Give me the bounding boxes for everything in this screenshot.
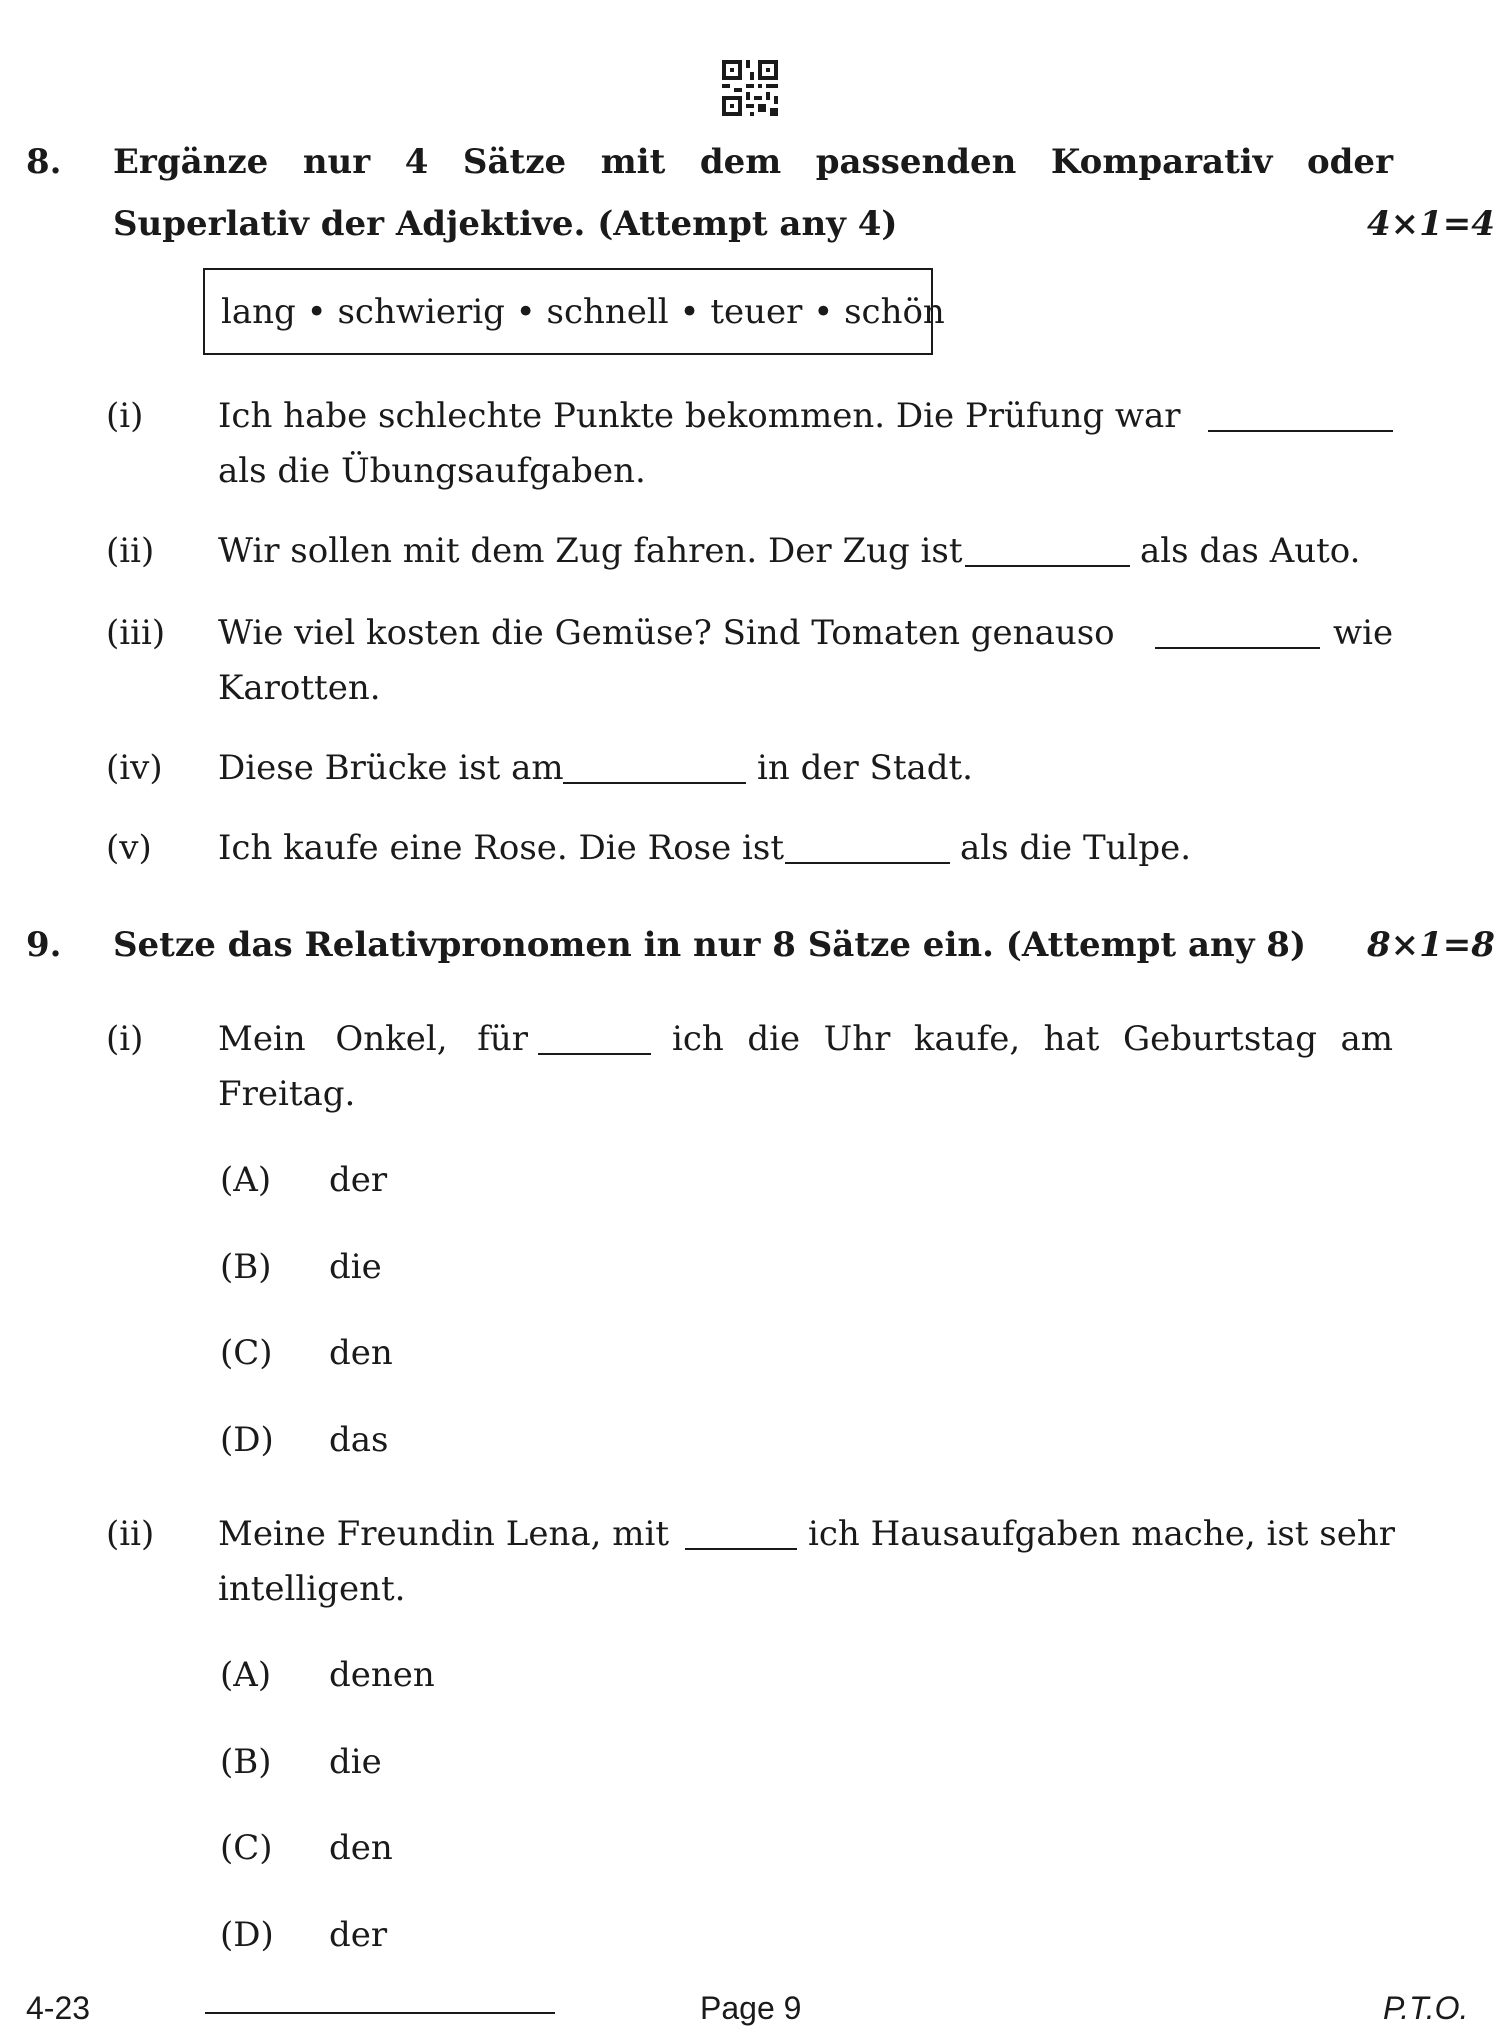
paper-code: 4-23	[26, 1990, 91, 2026]
q9-item-1-line2: Freitag.	[218, 1074, 356, 1114]
q8-item-3-line1: Wie viel kosten die Gemüse? Sind Tomaten genauso	[218, 613, 1115, 653]
q8-item-2-line1-end: als das Auto.	[1140, 531, 1361, 571]
q9-item-1-line1-end: ich die Uhr kaufe, hat Geburtstag am	[672, 1019, 1393, 1059]
answer-blank	[1155, 647, 1320, 649]
q8-item-5-number: (v)	[106, 828, 152, 868]
footer-divider	[205, 2012, 555, 2014]
q9-2-option-b-text: die	[329, 1742, 382, 1782]
q8-item-2-number: (ii)	[106, 531, 155, 571]
q9-2-option-a-text: denen	[329, 1655, 435, 1695]
q9-1-option-a-letter: (A)	[220, 1160, 272, 1200]
q9-2-option-a-letter: (A)	[220, 1655, 272, 1695]
q9-1-option-a-text: der	[329, 1160, 388, 1200]
question-8-text-line2: Superlativ der Adjektive. (Attempt any 4)	[113, 204, 898, 244]
answer-blank	[538, 1053, 651, 1055]
q9-item-2-line1-start: Meine Freundin Lena, mit	[218, 1514, 669, 1554]
q9-item-2-number: (ii)	[106, 1514, 155, 1554]
q8-item-2-line1: Wir sollen mit dem Zug fahren. Der Zug ist	[218, 531, 963, 571]
q9-2-option-d-letter: (D)	[220, 1915, 274, 1955]
q9-2-option-c-letter: (C)	[220, 1828, 273, 1868]
q9-1-option-d-text: das	[329, 1420, 389, 1460]
q9-item-2-line1-end: ich Hausaufgaben mache, ist sehr	[808, 1514, 1395, 1554]
q8-item-5-line1-end: als die Tulpe.	[960, 828, 1192, 868]
q8-item-5-line1: Ich kaufe eine Rose. Die Rose ist	[218, 828, 785, 868]
q8-item-3-number: (iii)	[106, 613, 166, 653]
q9-1-option-b-text: die	[329, 1247, 382, 1287]
question-8-marks: 4×1=4	[1367, 204, 1495, 244]
q9-item-2-line2: intelligent.	[218, 1569, 406, 1609]
q9-1-option-b-letter: (B)	[220, 1247, 272, 1287]
q8-item-3-line1-end: wie	[1333, 613, 1394, 653]
q9-1-option-c-text: den	[329, 1333, 393, 1373]
q9-item-1-line1-start: Mein Onkel, für	[218, 1019, 528, 1059]
please-turn-over: P.T.O.	[1383, 1990, 1469, 2026]
word-box: lang • schwierig • schnell • teuer • schön	[203, 268, 933, 355]
q8-item-1-number: (i)	[106, 396, 144, 436]
qr-code-icon	[722, 60, 778, 116]
q9-1-option-d-letter: (D)	[220, 1420, 274, 1460]
q8-item-3-line2: Karotten.	[218, 668, 381, 708]
q8-item-1-line2: als die Übungsaufgaben.	[218, 451, 646, 491]
question-8-number: 8.	[26, 142, 62, 182]
question-8-text-line1: Ergänze nur 4 Sätze mit dem passenden Komparativ oder	[113, 142, 1393, 182]
page-number: Page 9	[700, 1990, 802, 2026]
q9-2-option-d-text: der	[329, 1915, 388, 1955]
q8-item-4-number: (iv)	[106, 748, 163, 788]
q8-item-4-line1-end: in der Stadt.	[757, 748, 973, 788]
question-9-marks: 8×1=8	[1367, 925, 1495, 965]
q9-2-option-c-text: den	[329, 1828, 393, 1868]
question-9-text: Setze das Relativpronomen in nur 8 Sätze ein. (Attempt any 8)	[113, 925, 1307, 965]
answer-blank	[785, 862, 950, 864]
q8-item-4-line1: Diese Brücke ist am	[218, 748, 564, 788]
answer-blank	[563, 782, 746, 784]
q8-item-1-line1: Ich habe schlechte Punkte bekommen. Die Prüfung war	[218, 396, 1181, 436]
question-9-number: 9.	[26, 925, 62, 965]
answer-blank	[1208, 430, 1393, 432]
q9-2-option-b-letter: (B)	[220, 1742, 272, 1782]
answer-blank	[685, 1548, 797, 1550]
q9-1-option-c-letter: (C)	[220, 1333, 273, 1373]
answer-blank	[965, 565, 1130, 567]
q9-item-1-number: (i)	[106, 1019, 144, 1059]
